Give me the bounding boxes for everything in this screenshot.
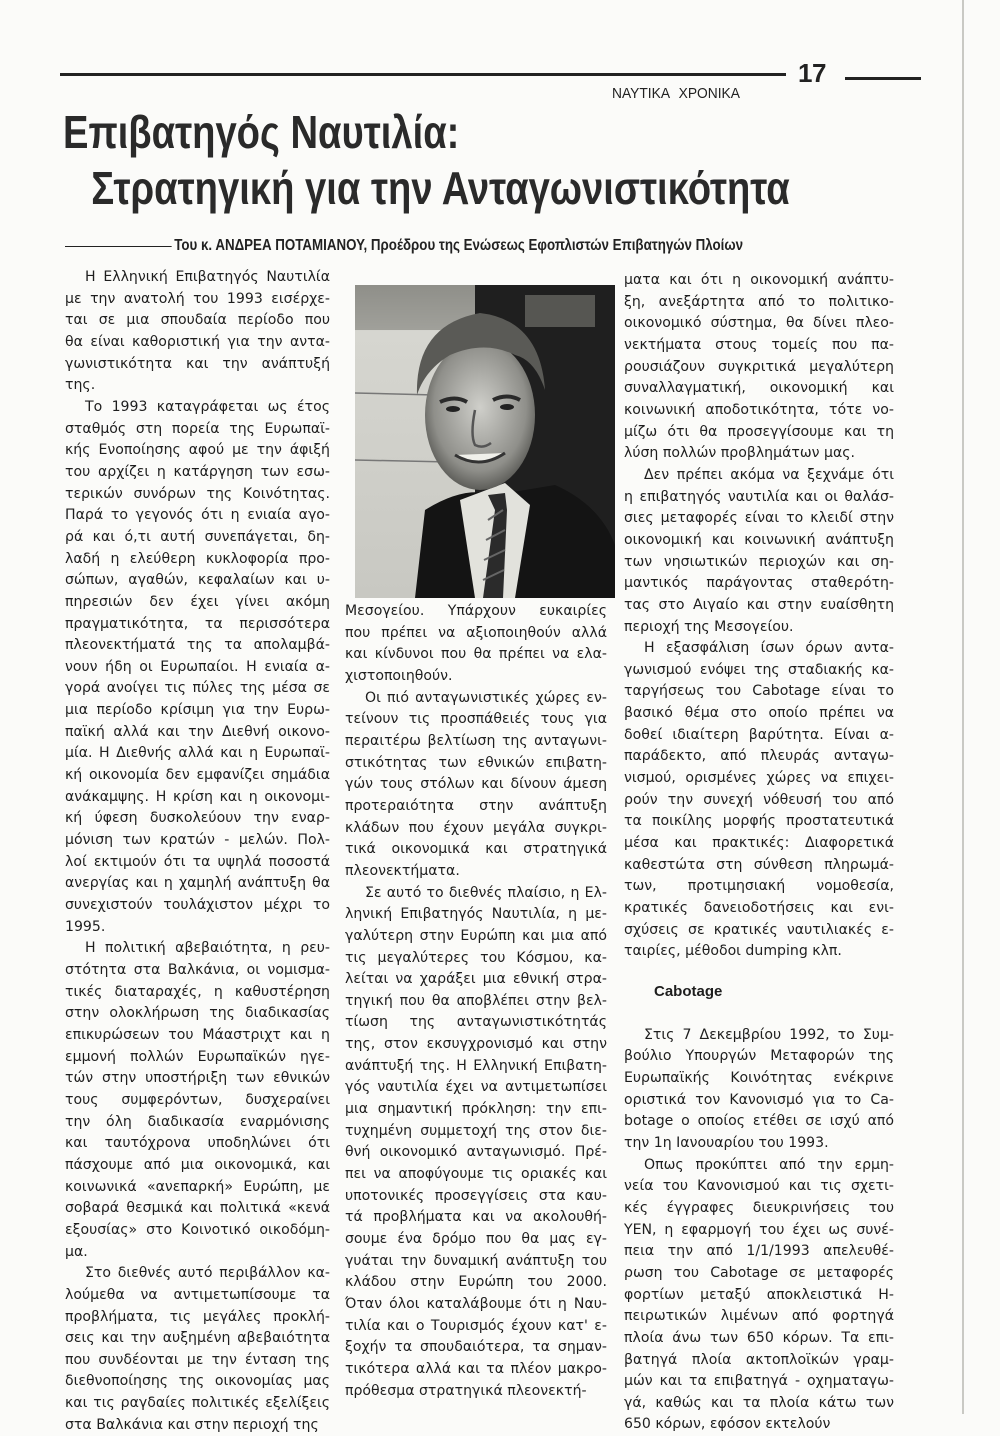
byline-rule [65,246,172,247]
text-line: μίζω ότι θα προσεγγίσουμε και τη [624,423,894,440]
column-right [624,270,894,1436]
paragraph [65,938,330,1263]
text-line: Το 1993 καταγράφεται ως έτος [85,398,330,415]
text-line: τικά οικονομικά και στρατηγικά [345,841,607,858]
paragraph [65,267,330,397]
text-line: Σε αυτό το διεθνές πλαίσιο, η Ελ- [365,884,607,901]
text-line: μια περίοδο κρίσιμη για την Ευρω- [65,702,330,719]
text-line: προβλήματα, τις μεγάλες προκλή- [65,1308,330,1325]
text-line: γών τους στόλων και δίνουν άμεση [345,776,607,793]
text-line: σχύσεις σε κρατικές ναυτιλιακές ε- [624,921,894,938]
text-line: τικότερα αλλά και τα πλέον μακρο- [345,1360,607,1377]
paragraph [65,397,330,938]
text-line: ανάκαμψης. Η κρίση και η οικονομι- [65,788,330,805]
text-line: και κίνδυνοι που θα πρέπει να ελα- [345,646,607,663]
text-line: στα Βαλκάνια και στην περιοχή της [65,1416,319,1433]
text-line: θα είναι καθοριστική για την αντα- [65,333,330,350]
text-line: περιοχή της Μεσογείου. [624,618,794,635]
text-line: λοί εκτιμούν ότι τα υψηλά ποσοστά [65,853,330,870]
text-line: χιστοποιηθούν. [345,667,453,684]
text-line: νεία του Κανονισμού και τις σχετι- [624,1178,894,1195]
text-line: Οπως προκύπτει από την ερμη- [644,1156,894,1173]
text-line: παϊκή αλλά και την Διεθνή οικονο- [65,723,330,740]
text-line: τας στο Αιγαίο και στην ευαίσθητη [624,596,894,613]
text-line: πλεονεκτήματά της τα απολαμβά- [65,637,330,654]
column-middle [345,601,607,1402]
author-photo [355,285,615,598]
text-line: Η εξασφάλιση ίσων όρων αντα- [644,640,894,657]
text-line: μέσα και πρακτικές: Διαφορετικά [624,835,894,852]
text-line: βασικό θέμα στο οποίο πρέπει να [624,705,894,722]
text-line: γά, καθώς και τα πλοία κάτω των [624,1394,894,1411]
text-line: περαιτέρω βελτίωση της ανταγωνι- [345,732,607,749]
text-line: δοθεί ιδιαίτερη βαρύτητα. Είναι α- [624,726,894,743]
text-line: Οι πιό ανταγωνιστικές χώρες εν- [365,689,607,706]
text-line: Παρά το γεγονός ότι η ενιαία αγο- [65,507,330,524]
text-line: σουμε ένα δρόμο που θα μας εγ- [345,1231,607,1248]
text-line: κλάδου στην Ευρώπη του 2000. [345,1274,607,1291]
text-line: ταιρίες, μέθοδοι dumping κλπ. [624,943,842,960]
text-line: θνή οικονομικό ανταγωνισμό. Πρέ- [345,1144,607,1161]
text-line: ξοχήν τα σπουδαιότερα, τα σημαν- [345,1339,607,1356]
text-line: λαδή η ελεύθερη κυκλοφορία προ- [65,550,330,567]
text-line: σώπων, αγαθών, κεφαλαίων και υ- [65,572,330,589]
text-line: λούμεθα να αντιμετωπίσουμε τα [65,1286,330,1303]
text-line: διεθνοποίησης της οικονομίας μας [65,1373,330,1390]
text-line: συνεχιστούν τουλάχιστον μέχρι το [65,897,330,914]
portrait-image [355,285,615,598]
column-right-bottom [624,1025,894,1436]
text-line: η επιβατηγός ναυτιλία και οι θαλάσ- [624,488,894,505]
text-line: πάσχουμε από μια οικονομικά, και [65,1156,330,1173]
text-line: της. [65,377,96,394]
text-line: φορτίων μεταξύ αποκλειστικά Η- [624,1286,894,1303]
text-line: ρωση του Cabotage σε μεταφορές [624,1264,894,1281]
text-line: βατηγά πλοία ακτοπλοϊκών γραμ- [624,1351,894,1368]
byline [65,237,743,255]
text-line: τους συμφερόντων, δυσχεραίνει [65,1091,330,1108]
text-line: Η Ελληνική Επιβατηγός Ναυτιλία [85,269,330,285]
text-line: Δεν πρέπει ακόμα να ξεχνάμε ότι [644,466,894,483]
text-line: Στις 7 Δεκεμβρίου 1992, το Συμ- [644,1026,894,1043]
text-line: τηγική που θα αποβλέπει στην βελ- [345,992,607,1009]
text-line: ρούν την συνεχή νόθευσή του από [624,791,894,808]
column-left [65,267,330,1436]
text-line: γαλύτερη στην Ευρώπη και μια από [345,927,607,944]
text-line: κοινωνικά «ανεπαρκή» Ευρώπη, με [65,1178,330,1195]
text-line: λύση πολλών προβλημάτων μας. [624,445,856,462]
text-line: πηρεσιών δεν έχει γίνει ακόμη [65,593,330,610]
header-rule-right [845,77,921,80]
text-line: Μεσογείου. Υπάρχουν ευκαιρίες [345,603,607,619]
text-line: βούλιο Υπουργών Μεταφορών της [624,1048,894,1065]
text-line: Όταν όλοι καταλάβουμε ότι η Ναυ- [345,1296,607,1312]
publication-name: ΝΑΥΤΙΚΑ ΧΡΟΝΙΚΑ [612,85,740,102]
text-line: ματα και ότι η οικονομική ανάπτυ- [624,272,894,288]
text-line: Ευρωπαϊκής Κοινότητας ενέκρινε [624,1069,894,1086]
text-line: ρουσιάζουν συγκριτικά μεγαλύτερη [624,358,894,375]
text-line: τίωση της ανταγωνιστικότητάς [345,1014,607,1031]
text-line: τα ποικίλης μορφής προστατευτικά [624,813,894,830]
text-line: ρά και ό,τι αυτή συνεπάγεται, δη- [65,528,330,545]
text-line: 650 κόρων, εφόσον εκτελούν [624,1416,831,1433]
text-line: παράδεκτο, από πλευράς ανταγω- [624,748,894,765]
text-line: κές έγγραφες διευκρινήσεις του [624,1199,894,1216]
text-line: του αρχίζει η κατάργηση των εσω- [65,463,330,480]
text-line: υποτονικές προσεγγίσεις στα καυ- [345,1187,607,1204]
text-line: προτεραιότητα στην ανάπτυξη [345,797,607,814]
text-line: ται σε μια σπουδαία περίοδο που [65,312,330,329]
text-line: botage ο οποίος ετέθει σε ισχύ από [624,1113,894,1130]
text-line: μαντικός παράγοντας σταθερότη- [624,575,894,592]
text-line: γορά ανοίγει τις πύλες της μέσα σε [65,680,330,697]
byline-text: Του κ. ΑΝΔΡΕΑ ΠΟΤΑΜΙΑΝΟΥ, Προέδρου της Ενώσεως Εφοπλιστών Επιβατηγών Πλοίων [174,237,744,254]
text-line: εμμονή πολλών Ευρωπαϊκών ηγε- [65,1048,330,1065]
paragraph [65,1263,330,1436]
text-line: λείται να χαράξει μια εθνική στρα- [345,971,607,988]
text-line: κής Ενοποίησης αφού με την άφιξή [65,442,330,459]
text-line: ξη, ανεξάρτητα από το πολιτικο- [624,293,894,310]
text-line: πρόθεσμα στρατηγικά πλεονεκτή- [345,1382,587,1399]
text-line: ταργήσεως του Cabotage είναι το [624,683,894,700]
article-title-line-1: Επιβατηγός Ναυτιλία: [63,106,460,158]
text-line: ΥΕΝ, η εφαρμογή του έχει ως συνέ- [624,1221,894,1238]
text-line: στικότητας των εθνικών επιβατη- [345,754,607,771]
text-line: οριστικά τον Κανονισμό για το Ca- [624,1091,894,1108]
text-line: που συνδέονται με την ένταση της [65,1351,330,1368]
text-line: πει να αποφύγουμε τις οριακές και [345,1166,607,1183]
text-line: πλεονεκτήματα. [345,862,460,879]
subheading-cabotage: Cabotage [654,983,723,1000]
text-line: νισμού, ορισμένες χώρες να επιχει- [624,770,894,787]
text-line: την όλη διαδικασία εναρμόνισης [65,1113,330,1130]
text-line: σταθμός στη πορεία της Ευρωπαϊ- [65,420,330,437]
text-line: μια σημαντική πρόκληση: την επι- [345,1101,607,1118]
text-line: γωνιστικότητα και την ανάπτυξή [65,355,330,372]
article-title-line-2: Στρατηγική για την Ανταγωνιστικότητα [91,162,790,214]
text-line: στότητα στα Βαλκάνια, οι νομισμα- [65,962,330,978]
text-line: τά προβλήματα και να ακολουθή- [345,1209,607,1226]
text-line: σιες μεταφορές είναι το κλειδί στην [624,510,894,527]
paragraph [624,1155,894,1436]
paragraph [624,465,894,638]
text-line: τών στην υποστήριξη των εθνικών [65,1070,330,1087]
paragraph [624,1025,894,1155]
paragraph [345,601,607,688]
paragraph [345,688,607,883]
text-line: πλοία άνω των 650 κόρων. Τα επι- [624,1329,894,1346]
text-line: τυχημένη συμμετοχή της στον διε- [345,1122,607,1139]
header-rule [60,73,786,76]
text-line: της, στον εκσυγχρονισμό και στην [345,1036,607,1053]
text-line: πραγματικότητα, τα περισσότερα [65,615,330,632]
text-line: τείνουν τις προσπάθειές τους για [345,711,607,728]
text-line: στην ολοκλήρωση της διαδικασίας [65,1005,330,1022]
text-line: γωνισμού ενόψει της σταδιακής κα- [624,661,894,678]
text-line: γυάται την δυναμική ανάπτυξη του [345,1252,607,1269]
page-edge [962,0,964,1414]
text-line: τερικών συνόρων της Κοινότητας. [65,485,330,502]
text-line: Η πολιτική αβεβαιότητα, η ρευ- [85,940,330,957]
text-line: μα. [65,1243,88,1260]
text-line: οικονομικό σύστημα, θα δίνει πλεο- [624,315,894,332]
text-line: καθεστώτα στη σύνθεση πληρωμά- [624,856,894,873]
column-right-top [624,270,894,963]
text-line: των, προτιμησιακή νομοθεσία, [624,878,894,895]
article-title [63,104,790,216]
text-line: κή οικονομία δεν εμφανίζει σημάδια [65,767,330,784]
text-line: εξουσίας» στο Κοινοτικό οικοδόμη- [65,1221,330,1238]
text-line: επικυρώσεων του Μάαστριχτ και η [65,1026,330,1043]
paragraph [624,638,894,963]
text-line: 1995. [65,918,106,935]
text-line: Στο διεθνές αυτό περιβάλλον κα- [85,1265,330,1282]
text-line: κή ύφεση δυσκολεύουν την εναρ- [65,810,330,827]
text-line: και ταυτόχρονα υποδηλώνει ότι [65,1135,330,1152]
text-line: μών και τα επιβατηγά - οχηματαγω- [624,1373,894,1390]
text-line: κοινωνική αποδοτικότητα, τότε νο- [624,401,894,418]
text-line: πειρωτικών λιμένων από φορτηγά [624,1308,894,1325]
text-line: νουν ήδη οι Ευρωπαίοι. Η ενιαία α- [65,658,330,675]
text-line: μόνιση των κρατών - μελών. Πολ- [65,832,330,849]
text-line: τικές διαταραχές, η καθυστέρηση [65,983,330,1000]
text-line: και τις ραγδαίες πολιτικές εξελίξεις [65,1395,330,1412]
text-line: με την ανατολή του 1993 εισέρχε- [65,290,330,307]
text-line: γός ναυτιλία έχει να αντιμετωπίσει [345,1079,607,1096]
text-line: τιλία και ο Τουρισμός έχουν κατ' ε- [345,1317,607,1334]
text-line: σεις και την αυξημένη αβεβαιότητα [65,1330,330,1347]
text-line: ανάπτυξή της. Η Ελληνική Επιβατη- [345,1057,607,1074]
text-line: κρατικές δανειοδοτήσεις και ενι- [624,900,894,917]
text-line: μία. Η Διεθνής αλλά και η Ευρωπαϊ- [65,745,330,762]
text-line: των νησιωτικών περιοχών και ση- [624,553,894,570]
text-line: που πρέπει να αξιοποιηθούν αλλά [345,624,607,641]
text-line: κλάδων που έχουν μεγάλα συγκρι- [345,819,607,836]
text-line: νεκτήματα στους τομείς που πα- [624,336,894,353]
paragraph [345,883,607,1403]
paragraph [624,270,894,465]
text-line: ανεργίας και η χαμηλή ανάπτυξη θα [65,875,330,892]
text-line: πεια την από 1/1/1993 απελευθέ- [624,1243,894,1260]
text-line: συναλλαγματική, οικονομική και [624,380,894,397]
text-line: τις μεγαλύτερες του Κόσμου, κα- [345,949,607,966]
page-number: 17 [798,58,826,88]
text-line: ληνική Επιβατηγός Ναυτιλία, η με- [345,906,607,923]
text-line: σοβαρά θεσμικά και πολιτικά «κενά [65,1200,330,1217]
text-line: οικονομική και κοινωνική ανάπτυξη [624,531,894,548]
text-line: την 1η Ιανουαρίου του 1993. [624,1134,829,1151]
